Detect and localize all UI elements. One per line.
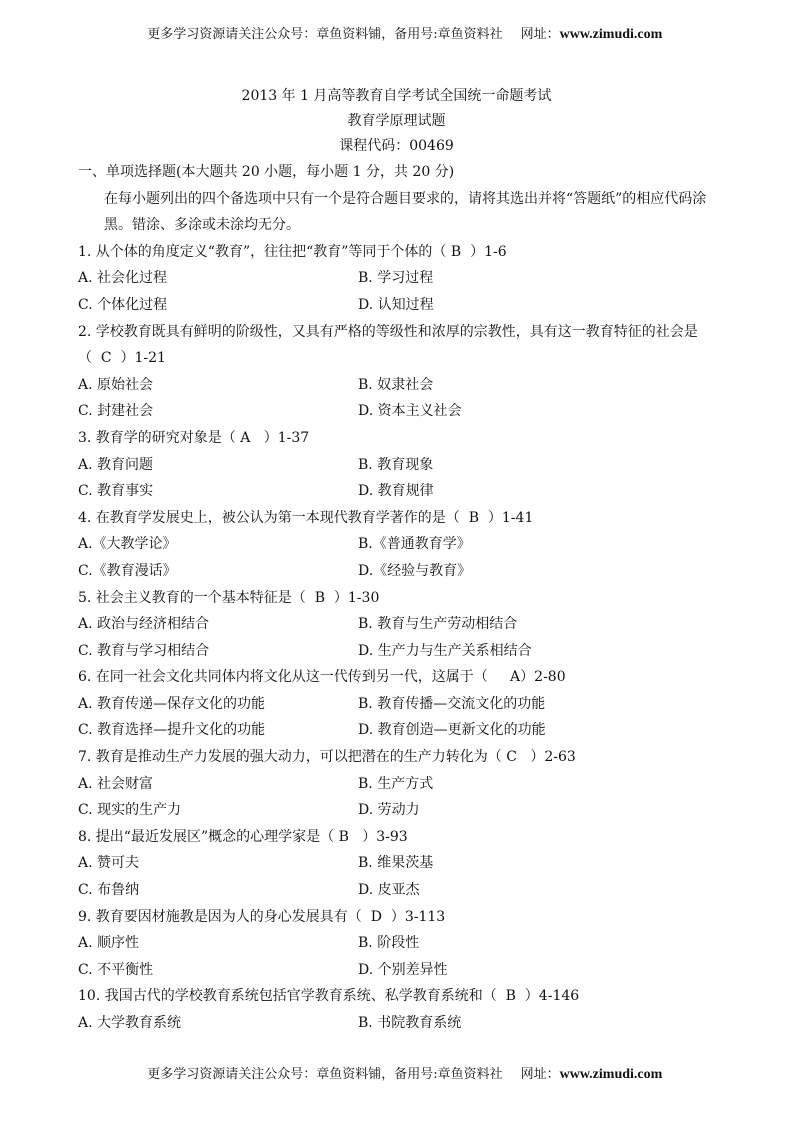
option-a: A. 政治与经济相结合 <box>78 616 210 633</box>
option-b: B. 奴隶社会 <box>358 376 434 393</box>
option-b: B.《普通教育学》 <box>358 536 471 553</box>
option-d: D. 劳动力 <box>358 802 420 819</box>
header-site-label: 网址： <box>520 27 560 42</box>
option-d: D. 个别差异性 <box>358 961 448 978</box>
question-stem: 7. 教育是推动生产力发展的强大动力，可以把潜在的生产力转化为（ C ）2-63 <box>78 749 576 766</box>
option-c: C.《教育漫话》 <box>78 562 177 579</box>
header-site-url: www.zimudi.com <box>559 27 663 42</box>
option-b: B. 教育传播—交流文化的功能 <box>358 695 546 712</box>
page-header <box>0 8 793 62</box>
option-a: A. 社会化过程 <box>78 270 168 287</box>
option-row <box>78 957 758 984</box>
option-d: D. 生产力与生产关系相结合 <box>358 642 532 659</box>
option-b: B. 书院教育系统 <box>358 1015 462 1031</box>
exam-title: 2013 年 1 月高等教育自学考试全国统一命题考试 <box>241 88 552 104</box>
option-a: A. 大学教育系统 <box>78 1015 182 1031</box>
option-c: C. 教育事实 <box>78 483 154 500</box>
question-stem: 2. 学校教育既具有鲜明的阶级性，又具有严格的等级性和浓厚的宗教性，具有这一教育特征的社会是 <box>78 323 698 340</box>
option-row <box>78 1010 758 1037</box>
question-stem: 8. 提出“最近发展区”概念的心理学家是（ B ）3-93 <box>78 828 408 845</box>
option-d: D. 皮亚杰 <box>358 882 420 899</box>
section-instruction: 黑。错涂、多涂或未涂均无分。 <box>104 217 300 234</box>
option-a: A. 原始社会 <box>78 376 154 393</box>
option-row <box>78 691 758 718</box>
option-row <box>78 797 758 824</box>
option-a: A. 社会财富 <box>78 775 154 792</box>
question-stem: 4. 在教育学发展史上，被公认为第一本现代教育学著作的是（ B ）1-41 <box>78 509 534 526</box>
option-row <box>78 372 758 399</box>
option-row <box>78 478 758 505</box>
option-d: D. 教育规律 <box>358 483 434 500</box>
option-row <box>78 292 758 319</box>
question-stem: 5. 社会主义教育的一个基本特征是（ B ）1-30 <box>78 589 380 606</box>
page-footer <box>0 1048 793 1102</box>
option-a: A.《大教学论》 <box>78 536 177 553</box>
section-instruction: 在每小题列出的四个备选项中只有一个是符合题目要求的，请将其选出并将“答题纸”的相应代码涂 <box>104 190 707 207</box>
option-row <box>78 611 758 638</box>
option-d: D. 教育创造—更新文化的功能 <box>358 722 546 739</box>
option-b: B. 维果茨基 <box>358 855 434 872</box>
option-d: D. 认知过程 <box>358 296 434 313</box>
question-stem: 3. 教育学的研究对象是（ A ）1-37 <box>78 429 310 446</box>
question-stem: 10. 我国古代的学校教育系统包括官学教育系统、私学教育系统和（ B ）4-146 <box>78 988 580 1005</box>
option-row <box>78 877 758 904</box>
question-stem: 6. 在同一社会文化共同体内将文化从这一代传到另一代，这属于（ A）2-80 <box>78 669 566 686</box>
option-c: C. 教育与学习相结合 <box>78 642 210 659</box>
option-d: D. 资本主义社会 <box>358 403 462 420</box>
option-c: C. 个体化过程 <box>78 296 168 313</box>
option-c: C. 现实的生产力 <box>78 802 182 819</box>
option-c: C. 布鲁纳 <box>78 882 140 899</box>
course-code: 课程代码：00469 <box>339 138 454 154</box>
footer-site-url: www.zimudi.com <box>559 1067 663 1082</box>
option-row <box>78 771 758 798</box>
option-a: A. 教育传递—保存文化的功能 <box>78 695 266 712</box>
option-row <box>78 452 758 479</box>
footer-notice: 更多学习资源请关注公众号：章鱼资料铺，备用号:章鱼资料社 <box>147 1067 503 1082</box>
question-stem-continued: （ C ）1-21 <box>78 350 166 367</box>
exam-subject: 教育学原理试题 <box>347 113 446 129</box>
option-row <box>78 558 758 585</box>
option-row <box>78 638 758 665</box>
section-heading: 一、单项选择题(本大题共 20 小题，每小题 1 分，共 20 分) <box>78 164 455 180</box>
option-b: B. 阶段性 <box>358 935 420 952</box>
option-row <box>78 850 758 877</box>
option-c: C. 教育选择—提升文化的功能 <box>78 722 266 739</box>
option-d: D.《经验与教育》 <box>358 562 472 579</box>
option-b: B. 教育现象 <box>358 456 434 473</box>
question-stem: 1. 从个体的角度定义“教育”，往往把“教育”等同于个体的（ B ）1-6 <box>78 243 507 260</box>
option-a: A. 教育问题 <box>78 456 154 473</box>
option-row <box>78 531 758 558</box>
option-a: A. 赞可夫 <box>78 855 140 872</box>
header-notice: 更多学习资源请关注公众号：章鱼资料铺，备用号:章鱼资料社 <box>147 27 503 42</box>
exam-title-block <box>0 84 793 159</box>
option-row <box>78 717 758 744</box>
option-row <box>78 265 758 292</box>
option-b: B. 生产方式 <box>358 775 434 792</box>
exam-content <box>78 159 758 1037</box>
option-row <box>78 398 758 425</box>
option-row <box>78 930 758 957</box>
option-b: B. 学习过程 <box>358 270 434 287</box>
option-c: C. 封建社会 <box>78 403 154 420</box>
footer-site-label: 网址： <box>520 1067 560 1082</box>
option-b: B. 教育与生产劳动相结合 <box>358 616 518 633</box>
option-c: C. 不平衡性 <box>78 961 154 978</box>
question-stem: 9. 教育要因材施教是因为人的身心发展具有（ D ）3-113 <box>78 908 446 925</box>
option-a: A. 顺序性 <box>78 935 140 952</box>
